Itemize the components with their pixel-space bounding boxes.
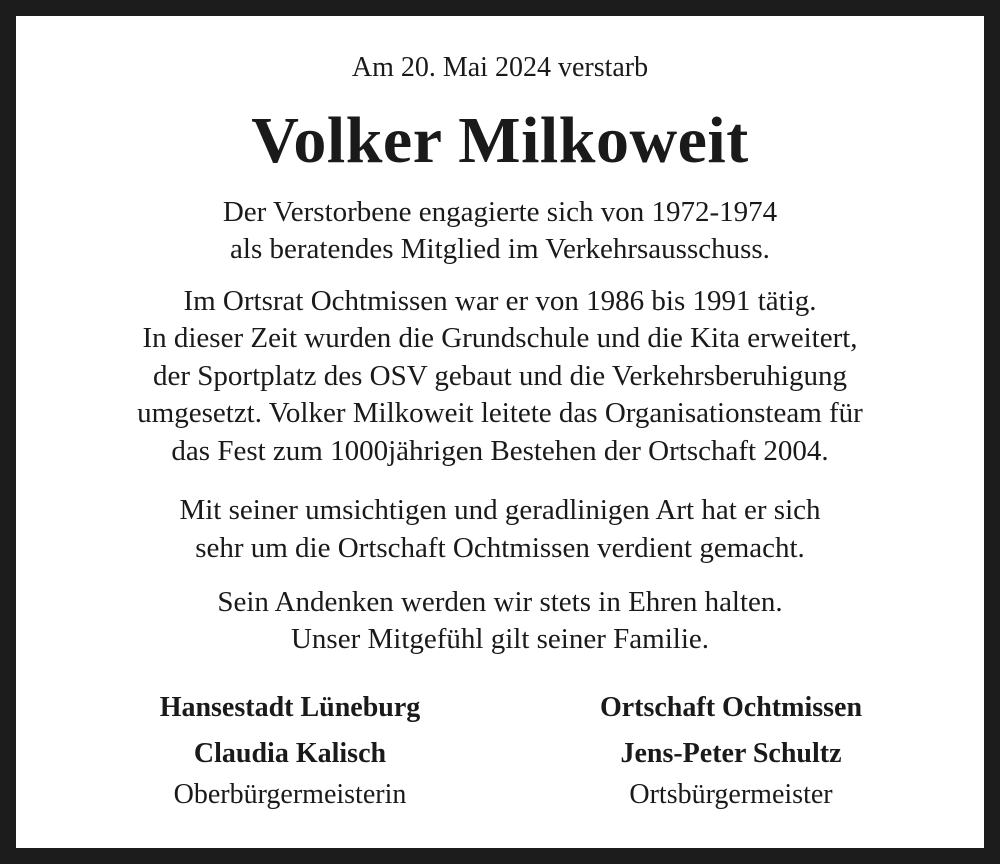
- signature-organization: Hansestadt Lüneburg: [159, 692, 421, 723]
- signature-organization: Ortschaft Ochtmissen: [599, 692, 863, 723]
- signature-person: Claudia Kalisch: [193, 738, 387, 769]
- deceased-name: Volker Milkoweit: [251, 104, 749, 177]
- paragraph3-line1: Mit seiner umsichtigen und geradlinigen Art hat er sich: [179, 494, 821, 526]
- paragraph2-line4: umgesetzt. Volker Milkoweit leitete das Organisationsteam für: [137, 397, 863, 429]
- paragraph4-line2: Unser Mitgefühl gilt seiner Familie.: [290, 623, 709, 655]
- paragraph2-line2: In dieser Zeit wurden die Grundschule und die Kita erweitert,: [142, 322, 858, 354]
- paragraph4-line1: Sein Andenken werden wir stets in Ehren halten.: [217, 586, 783, 618]
- paragraph3-line2: sehr um die Ortschaft Ochtmissen verdient gemacht.: [195, 532, 805, 564]
- paragraph1-line2: als beratendes Mitglied im Verkehrsausschuss.: [230, 233, 770, 265]
- paragraph2-line1: Im Ortsrat Ochtmissen war er von 1986 bis 1991 tätig.: [183, 285, 817, 317]
- signature-title: Ortsbürgermeister: [629, 779, 833, 810]
- signature-title: Oberbürgermeisterin: [173, 779, 407, 810]
- paragraph2-line3: der Sportplatz des OSV gebaut und die Verkehrsberuhigung: [153, 360, 847, 392]
- signature-person: Jens-Peter Schultz: [620, 738, 842, 769]
- paragraph1-line1: Der Verstorbene engagierte sich von 1972-1974: [222, 196, 778, 228]
- paragraph2-line5: das Fest zum 1000jährigen Bestehen der Ortschaft 2004.: [171, 435, 829, 467]
- intro-line: Am 20. Mai 2024 verstarb: [351, 52, 649, 83]
